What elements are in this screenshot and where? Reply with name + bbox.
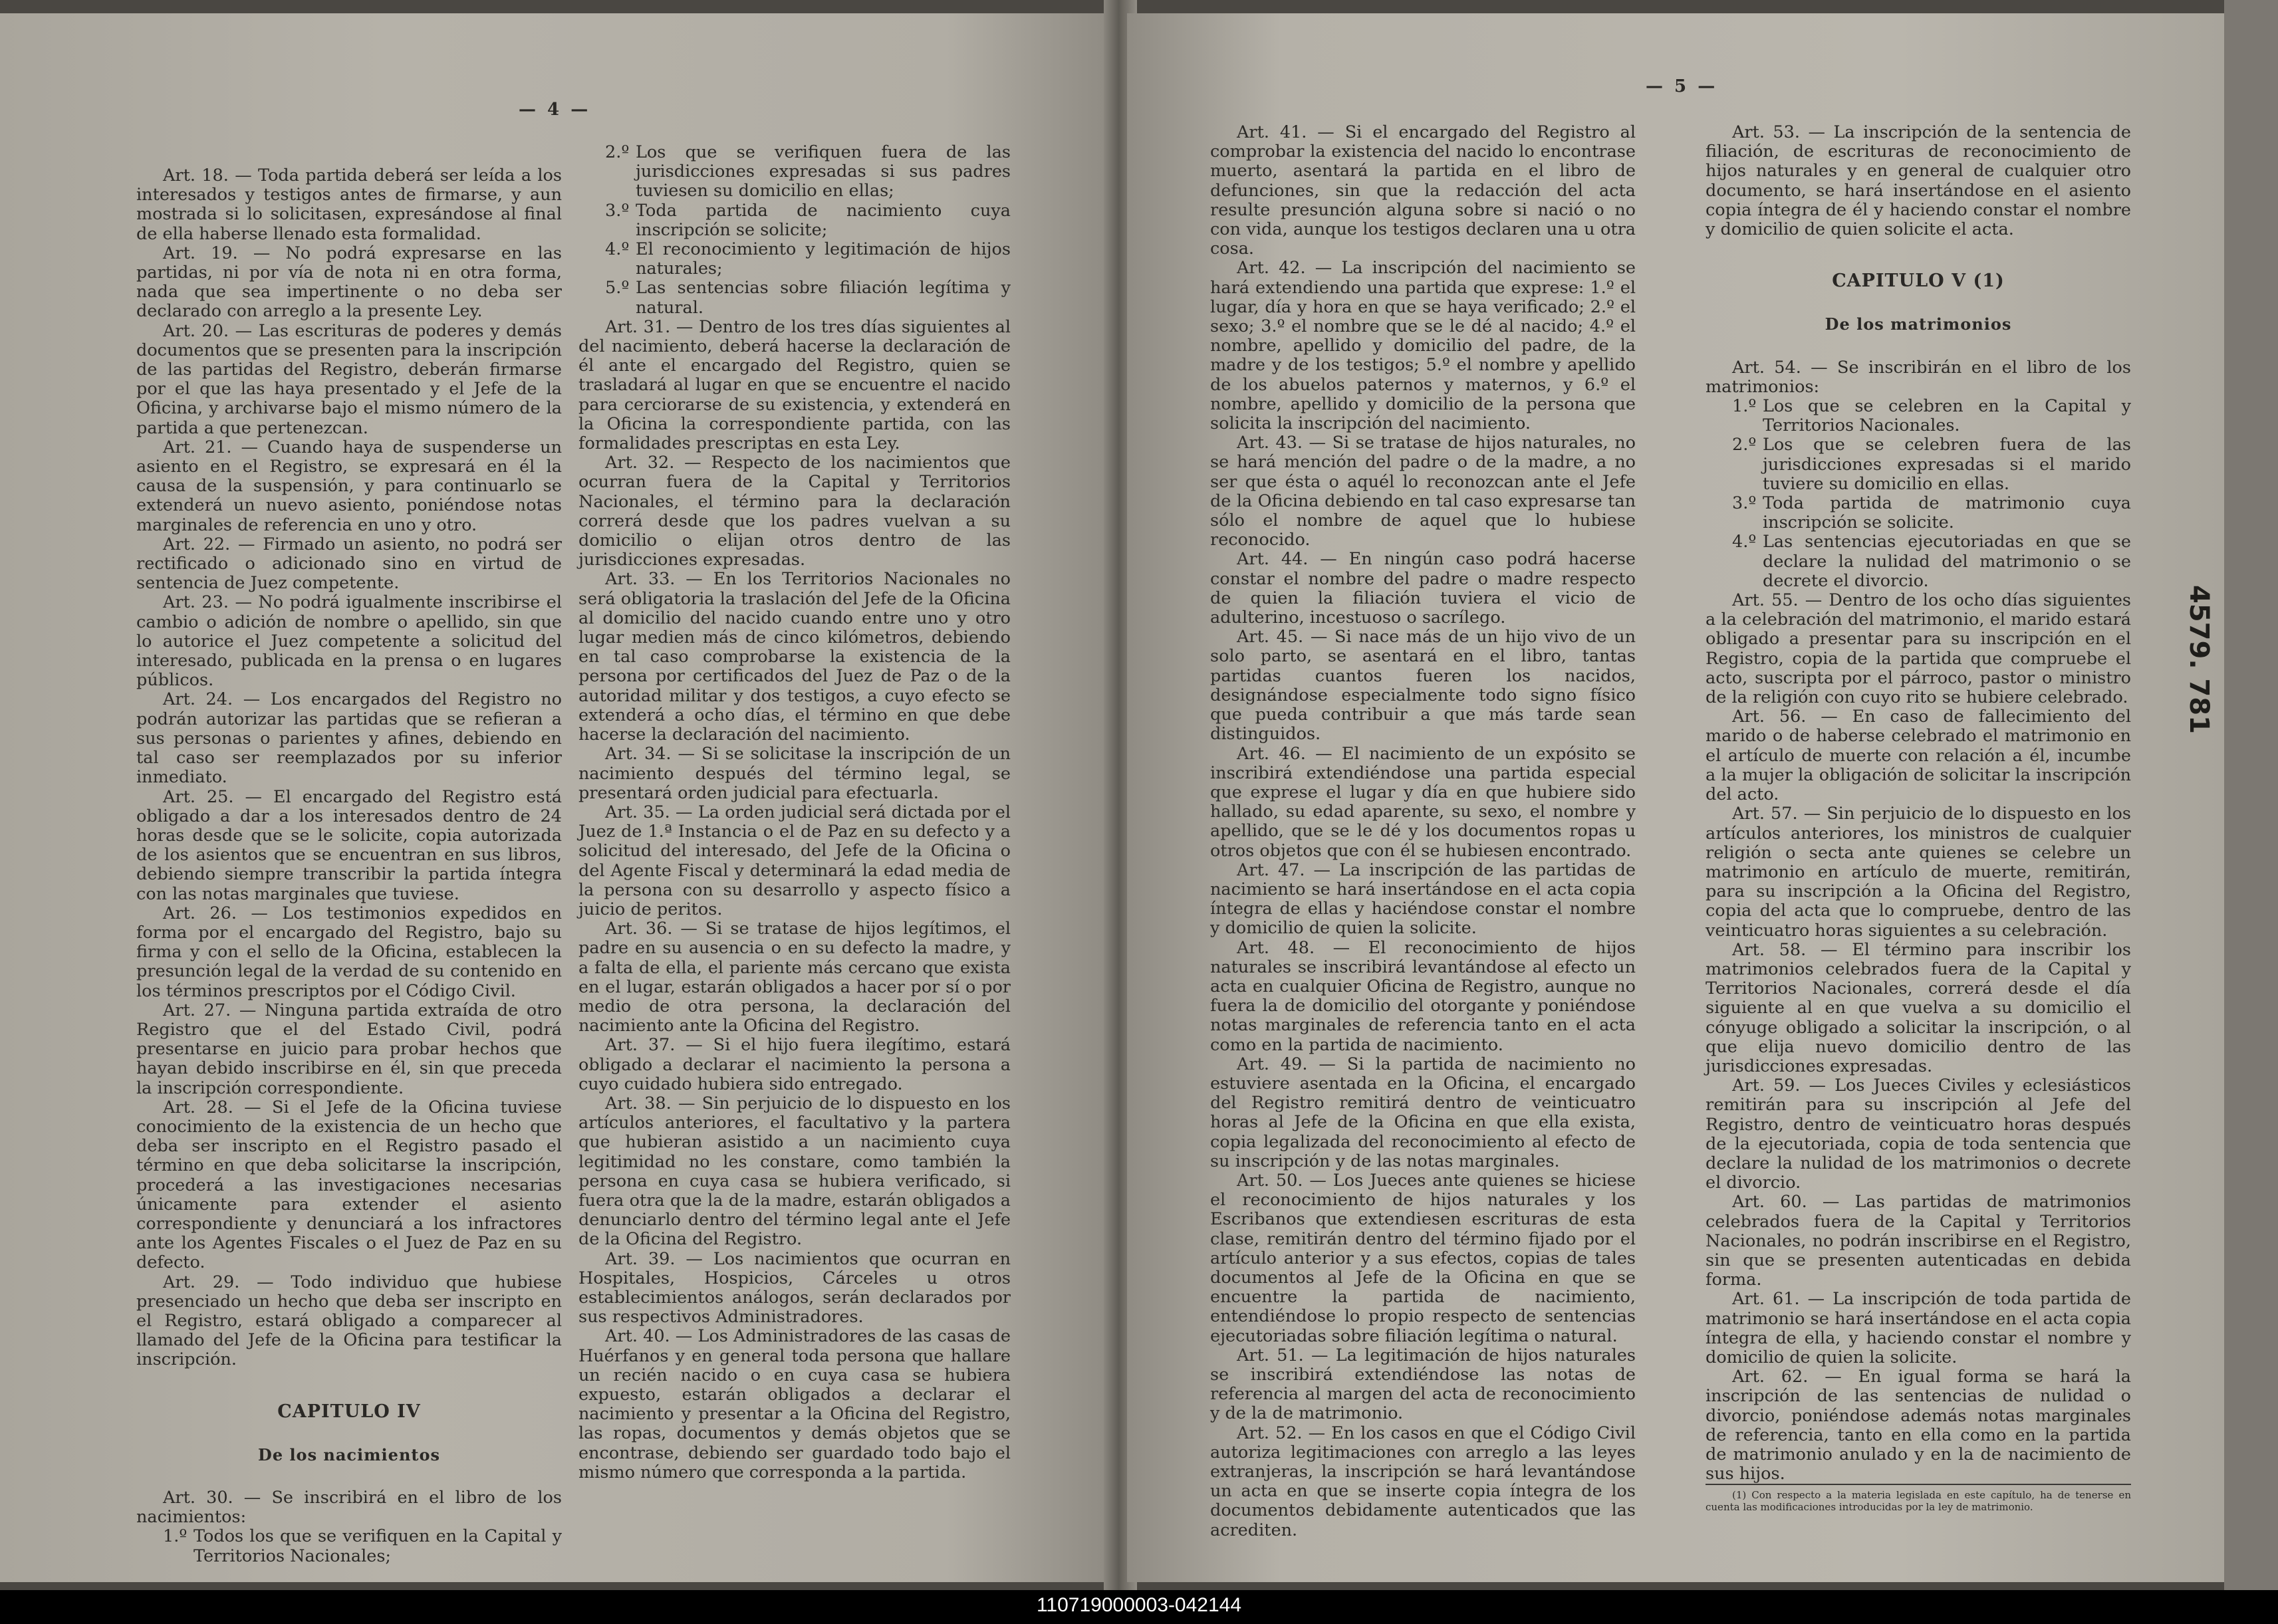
chapter-4-title: CAPITULO IV [277, 1401, 421, 1422]
left-col1-article-4: Art. 21. — Cuando haya de suspenderse un asiento en el Registro, se expresará en él la causa de la suspensión, y para continuarlo se extenderá un nuevo asiento, poniéndose notas marginales de referencia en uno y otro. [136, 437, 562, 535]
art-30-item-cont-4: 5.º Las sentencias sobre filiación legítima y natural. [605, 278, 1011, 318]
right-column-1 [1210, 123, 1636, 1540]
footnote: (1) Con respecto a la materia legislada en este capítulo, ha de tenerse en cuenta las modificaciones introducidas por la ley de matrimonio. [1706, 1484, 2131, 1513]
left-col2-article-10: Art. 40. — Los Administradores de las casas de Huérfanos y en general toda persona que hallare un recién nacido o en cuya casa se hubiera expuesto, estarán obligados a declarar el nacimiento y presentar a la Oficina del Registro, las ropas, documentos y demás objetos que se encontrase, debiendo ser guardado todo bajo el mismo número que corresponda a la partida. [578, 1326, 1011, 1482]
right-col1-article-3: Art. 43. — Si se tratase de hijos naturales, no se hará mención del padre o de la madre, a no ser que ésta o aquél lo reconozcan ante el Jefe de la Oficina debiendo en tal caso expresarse tan sólo el nombre de aquel que lo hubiese reconocido. [1210, 433, 1636, 550]
left-col2-article-9: Art. 39. — Los nacimientos que ocurran en Hospitales, Hospicios, Cárceles u otros establecimientos análogos, serán declarados por sus respectivos Administradores. [578, 1248, 1011, 1328]
left-col2-article-5: Art. 35. — La orden judicial será dictada por el Juez de 1.ª Instancia o el de Paz en su defecto y a solicitud del interesado, del Jefe de la Oficina o del Agente Fiscal y determinará la edad media de la persona con su desarrollo y aspecto físico a juicio de peritos. [578, 802, 1011, 919]
left-col1-article-10: Art. 27. — Ninguna partida extraída de otro Registro que el del Estado Civil, podrá presentarse en juicio para probar hechos que hayan debido inscribirse en él, sin que preceda la inscripción correspondiente. [136, 1000, 562, 1098]
right-col1-article-6: Art. 46. — El nacimiento de un expósito se inscribirá extendiéndose una partida especial que exprese el lugar y día en que hubiere sido hallado, su edad aparente, su sexo, el nombre y apellido, que se le dé y los documentos ropas u otros objetos que con él se hubiesen encontrado. [1210, 743, 1636, 861]
page-number-right: — 5 — [1646, 76, 1718, 96]
left-col1-article-6: Art. 23. — No podrá igualmente inscribirse el cambio o adición de nombre o apellido, sin que lo autorice el Juez competente a solicitud del interesado, publicada en la prensa o en lugares públicos. [136, 592, 562, 691]
art-30: Art. 30. — Se inscribirá en el libro de los nacimientos: [136, 1488, 562, 1528]
right-col2-article-3: Art. 57. — Sin perjuicio de lo dispuesto en los artículos anteriores, los ministros de cualquier religión o secta ante quienes se celebre un matrimonio en artículo de muerte, remitirán, para su inscripción a la Oficina del Registro, copia del acta que lo compruebe, dentro de las veinticuatro horas siguientes a su celebración. [1706, 804, 2131, 941]
chapter-5-title: CAPITULO V (1) [1832, 271, 2005, 292]
left-col2-article-7: Art. 37. — Si el hijo fuera ilegítimo, estará obligado a declarar el nacimiento la persona a cuyo cuidado hubiera sido entregado. [578, 1035, 1011, 1094]
art-30-item-1: 1.º Todos los que se verifiquen en la Capital y Territorios Nacionales; [163, 1526, 562, 1566]
left-col2-article-6: Art. 36. — Si se tratase de hijos legítimos, el padre en su ausencia o en su defecto la madre, y a falta de ella, el pariente más cercano que exista en el lugar, estarán obligados a hacer por sí o por medio de otra persona, la declaración del nacimiento ante la Oficina del Registro. [578, 919, 1011, 1036]
right-col1-article-12: Art. 52. — En los casos en que el Código Civil autoriza legitimaciones con arreglo a las leyes extranjeras, la inscripción se hará levantándose un acta en que se inserte copia íntegra de los documentos debidamente autenticados que las acrediten. [1210, 1423, 1636, 1540]
left-col1-article-3: Art. 20. — Las escrituras de poderes y demás documentos que se presenten para la inscripción de las partidas del Registro, deberán firmarse por el que las haya presentado y el Jefe de la Oficina, y archivarse bajo el mismo número de la partida a que pertenezcan. [136, 320, 562, 438]
right-page [1127, 13, 2224, 1582]
handwritten-margin-note: 4579. 781 [2184, 585, 2214, 734]
art-54-item-1: 1.º Los que se celebren en la Capital y Territorios Nacionales. [1732, 396, 2131, 436]
left-col1-article-8: Art. 25. — El encargado del Registro está obligado a dar a los interesados dentro de 24 horas desde que se le solicite, copia autorizada de los asientos que se encuentran en sus libros, debiendo siempre transcribir la partida íntegra con las notas marginales que tuviese. [136, 786, 562, 904]
chapter-4-subtitle: De los nacimientos [258, 1445, 440, 1464]
left-column-1 [136, 166, 562, 1566]
left-col1-article-7: Art. 24. — Los encargados del Registro no podrán autorizar las partidas que se refieran a sus personas o parientes y afines, debiendo en tal caso ser reemplazados por su inferior inmediato. [136, 689, 562, 788]
art-54-item-2: 2.º Los que se celebren fuera de las jurisdicciones expresadas si el marido tuviere su domicilio en ellas. [1732, 435, 2131, 494]
page-edge [2224, 0, 2278, 1590]
left-col1-article-9: Art. 26. — Los testimonios expedidos en forma por el encargado del Registro, bajo su firma y con el sello de la Oficina, establecen la presunción legal de la verdad de su contenido en los términos prescriptos por el Código Civil. [136, 903, 562, 1001]
right-col2-article-7: Art. 61. — La inscripción de toda partida de matrimonio se hará insertándose en el acta copia íntegra de ella, y haciendo constar el nombre y domicilio de quien la solicite. [1706, 1289, 2131, 1367]
right-col1-article-10: Art. 50. — Los Jueces ante quienes se hiciese el reconocimiento de hijos naturales y los Escribanos que extendiesen escrituras de esta clase, remitirán dentro del término fijado por el artículo anterior y a sus efectos, copias de tales documentos al Jefe de la Oficina en que se encuentre la partida de nacimiento, entendiéndose lo propio respecto de sentencias ejecutoriadas sobre filiación legítima o natural. [1210, 1170, 1636, 1346]
right-col1-article-11: Art. 51. — La legitimación de hijos naturales se inscribirá extendiéndose las notas de referencia al margen del acta de reconocimiento y de la de matrimonio. [1210, 1345, 1636, 1424]
right-col2-article-8: Art. 62. — En igual forma se hará la inscripción de las sentencias de nulidad o divorcio, poniéndose además notas marginales de referencia, tanto en ella como en la partida de matrimonio anulado y en la de nacimiento de sus hijos. [1706, 1367, 2131, 1484]
chapter-5-subtitle: De los matrimonios [1825, 314, 2012, 334]
right-col1-article-5: Art. 45. — Si nace más de un hijo vivo de un solo parto, se asentará en el libro, tantas partidas cuantos fueren los nacidos, designándose especialmente todo signo físico que pueda contribuir a que más tarde sean distinguidos. [1210, 627, 1636, 745]
art-30-item-cont-1: 2.º Los que se verifiquen fuera de las jurisdicciones expresadas si sus padres tuviesen su domicilio en ellas; [605, 142, 1011, 201]
left-col2-article-4: Art. 34. — Si se solicitase la inscripción de un nacimiento después del término legal, se presentará orden judicial para efectuarla. [578, 744, 1011, 803]
left-page [0, 13, 1114, 1582]
right-col1-article-1: Art. 41. — Si el encargado del Registro al comprobar la existencia del nacido lo encontrase muerto, asentará la partida en el libro de defunciones, sin que la redacción del acta resulte presunción alguna sobre si nació o no con vida, aunque los testigos declaren una u otra cosa. [1210, 122, 1636, 259]
left-col2-article-3: Art. 33. — En los Territorios Nacionales no será obligatoria la traslación del Jefe de la Oficina al domicilio del nacido cuando entre uno y otro lugar medien más de cinco kilómetros, debiendo en tal caso comprobarse la existencia de la persona por certificados del Juez de Paz o de la autoridad militar y dos testigos, a cuyo efecto se extenderá a ocho días, el término en que debe hacerse la declaración del nacimiento. [578, 569, 1011, 745]
art-54: Art. 54. — Se inscribirán en el libro de los matrimonios: [1706, 357, 2131, 397]
right-col1-article-9: Art. 49. — Si la partida de nacimiento no estuviere asentada en la Oficina, el encargado del Registro remitirá dentro de veinticuatro horas al Jefe de la Oficina en que ella exista, copia legalizada del reconocimiento al efecto de su inscripción y de las notas marginales. [1210, 1054, 1636, 1171]
left-col1-article-5: Art. 22. — Firmado un asiento, no podrá ser rectificado o adicionado sino en virtud de sentencia de Juez competente. [136, 534, 562, 594]
left-col1-article-2: Art. 19. — No podrá expresarse en las partidas, ni por vía de nota ni en otra forma, nada que sea impertinente o no deba ser declarado con arreglo a la presente Ley. [136, 243, 562, 322]
left-col2-article-1: Art. 31. — Dentro de los tres días siguientes al del nacimiento, deberá hacerse la declaración de él ante el encargado del Registro, quien se trasladará al lugar en que se encuentre el nacido para cerciorarse de su existencia, y extenderá en la Oficina la correspondiente partida, con las formalidades prescriptas en esta Ley. [578, 316, 1011, 454]
left-col1-article-11: Art. 28. — Si el Jefe de la Oficina tuviese conocimiento de la existencia de un hecho que deba ser inscripto en el Registro pasado el término en que deba solicitarse la inscripción, procederá a las investigaciones necesarias únicamente para extender el asiento correspondiente y denunciará a los infractores ante los Agentes Fiscales o el Juez de Paz en su defecto. [136, 1097, 562, 1273]
right-col2-article-6: Art. 60. — Las partidas de matrimonios celebrados fuera de la Capital y Territorios Nacionales, no podrán inscribirse en el Registro, sin que se presenten autenticadas en debida forma. [1706, 1192, 2131, 1290]
scan-id: 110719000003-042144 [1036, 1594, 1242, 1616]
right-col2-pre-article-1: Art. 53. — La inscripción de la sentencia de filiación, de escrituras de reconocimiento de hijos naturales y en general de cualquier otro documento, se hará insertándose en el asiento copia íntegra de él y haciendo constar el nombre y domicilio de quien solicite el acta. [1706, 122, 2131, 240]
art-30-item-cont-2: 3.º Toda partida de nacimiento cuya inscripción se solicite; [605, 200, 1011, 240]
art-30-item-cont-3: 4.º El reconocimiento y legitimación de hijos naturales; [605, 239, 1011, 279]
left-col1-article-12: Art. 29. — Todo individuo que hubiese presenciado un hecho que deba ser inscripto en el Registro, estará obligado a comparecer al llamado del Jefe de la Oficina para testificar la inscripción. [136, 1272, 562, 1370]
right-col1-article-8: Art. 48. — El reconocimiento de hijos naturales se inscribirá levantándose al efecto un acta en cualquier Oficina de Registro, aunque no fuera la de domicilio del otorgante y poniéndose notas marginales de referencia tanto en el acta como en la partida de nacimiento. [1210, 937, 1636, 1055]
left-column-2 [578, 143, 1011, 1482]
right-column-2 [1706, 123, 2131, 1513]
right-col1-article-7: Art. 47. — La inscripción de las partidas de nacimiento se hará insertándose en el acta copia íntegra de ellas y haciéndose constar el nombre y domicilio de quien la solicite. [1210, 860, 1636, 939]
right-col1-article-4: Art. 44. — En ningún caso podrá hacerse constar el nombre del padre o madre respecto de quien la filiación tuviera el vicio de adulterino, incestuoso o sacrílego. [1210, 549, 1636, 628]
left-col1-article-1: Art. 18. — Toda partida deberá ser leída a los interesados y testigos antes de firmarse, y aun mostrada si lo solicitasen, expresándose al final de ella haberse llenado esta formalidad. [136, 166, 562, 244]
right-col2-article-2: Art. 56. — En caso de fallecimiento del marido o de haberse celebrado el matrimonio en el artículo de muerte con relación a él, incumbe a la mujer la obligación de solicitar la inscripción del acto. [1706, 707, 2131, 805]
right-col2-article-4: Art. 58. — El término para inscribir los matrimonios celebrados fuera de la Capital y Territorios Nacionales, correrá desde el día siguiente al en que vuelva a su domicilio el cónyuge obligado a solicitar la inscripción, o al que elija nuevo domicilio dentro de las jurisdicciones expresadas. [1706, 939, 2131, 1076]
left-col2-article-2: Art. 32. — Respecto de los nacimientos que ocurran fuera de la Capital y Territorios Nacionales, el término para la declaración correrá desde que los padres vuelvan a su domicilio o elijan otros dentro de las jurisdicciones expresadas. [578, 453, 1011, 570]
page-number-left: — 4 — [519, 100, 591, 120]
right-col2-article-1: Art. 55. — Dentro de los ocho días siguientes a la celebración del matrimonio, el marido estará obligado a presentar para su inscripción en el Registro, copia de la partida que compruebe el acto, suscripta por el párroco, pastor o ministro de la religión con cuyo rito se hubiere celebrado. [1706, 590, 2131, 708]
art-54-item-3: 3.º Toda partida de matrimonio cuya inscripción se solicite. [1732, 493, 2131, 533]
right-col1-article-2: Art. 42. — La inscripción del nacimiento se hará extendiendo una partida que exprese: 1.º el lugar, día y hora en que se haya verificado; 2.º el sexo; 3.º el nombre que se le dé al nacido; 4.º el nombre, apellido y domicilio del padre, de la madre y de los testigos; 5.º el nombre y apellido de los abuelos paternos y maternos, y 6.º el nombre, apellido y domicilio de la persona que solicita la inscripción del nacimiento. [1210, 258, 1636, 434]
art-54-item-4: 4.º Las sentencias ejecutoriadas en que se declare la nulidad del matrimonio o se decrete el divorcio. [1732, 532, 2131, 591]
right-col2-article-5: Art. 59. — Los Jueces Civiles y eclesiásticos remitirán para su inscripción al Jefe del Registro, dentro de veinticuatro horas después de la ejecutoriada, copia de toda sentencia que declare la nulidad de los matrimonios o decrete el divorcio. [1706, 1076, 2131, 1193]
left-col2-article-8: Art. 38. — Sin perjuicio de lo dispuesto en los artículos anteriores, el facultativo y la partera que hubieran asistido a un nacimiento cuya legitimidad no les constare, como también la persona en cuya casa se hubiera verificado, si fuera otra que la de la madre, estarán obligados a denunciarlo dentro del término legal ante el Jefe de la Oficina del Registro. [578, 1093, 1011, 1250]
